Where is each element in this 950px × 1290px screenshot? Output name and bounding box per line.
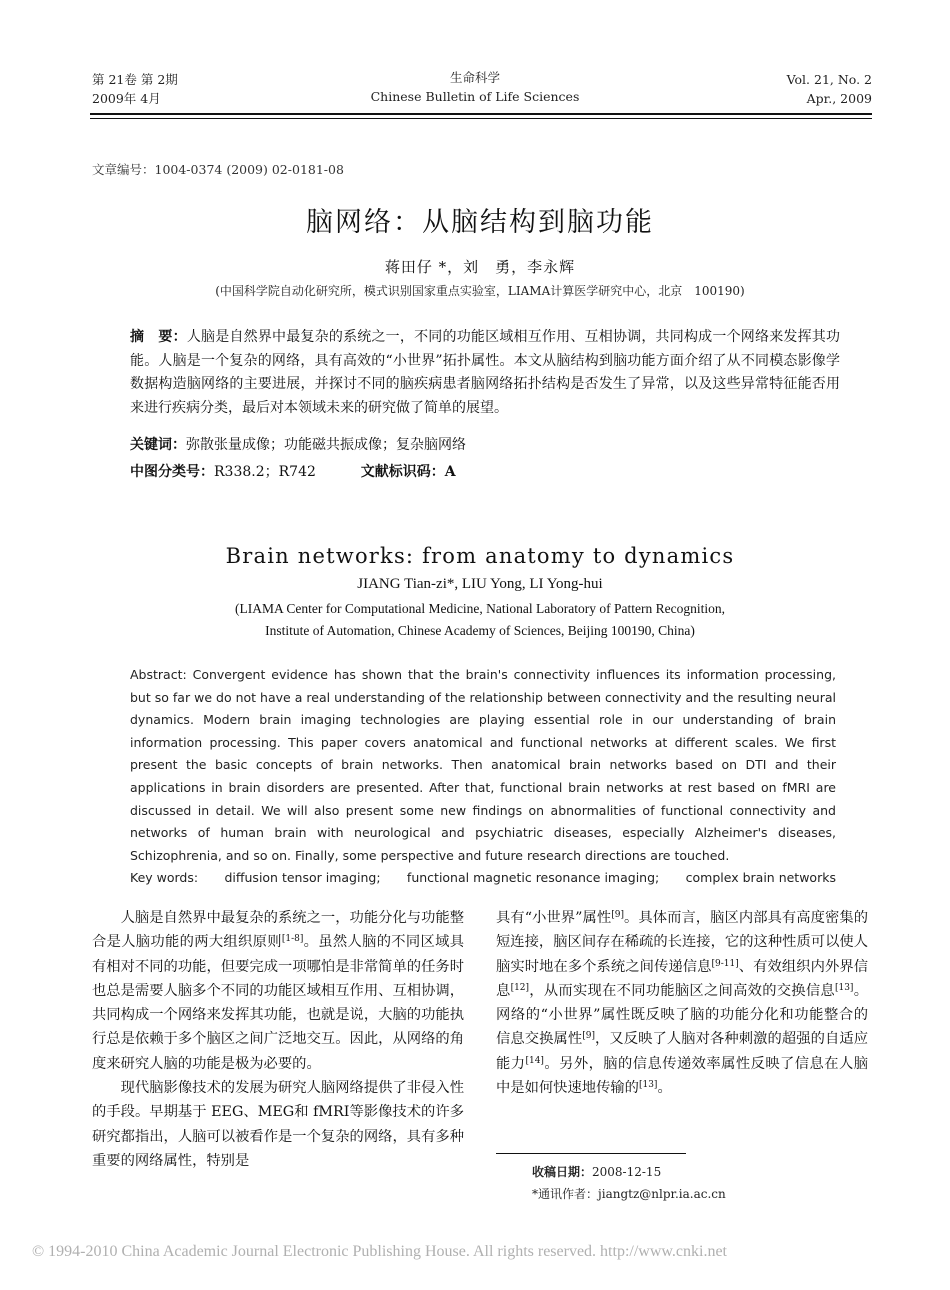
citation: [9] (611, 910, 624, 920)
authors-en: JIANG Tian-zi*, LIU Yong, LI Yong-hui (357, 576, 603, 592)
article-id: 文章编号：1004-0374 (2009) 02-0181-08 (92, 162, 344, 177)
citation: [13] (834, 982, 854, 993)
body-text: 人脑是自然界中最复杂的系统之一，功能分化与功能整合是人脑功能的两大组织原则 (92, 910, 464, 951)
body-text: 。 (657, 1080, 672, 1097)
journal-name-cn: 生命科学 (449, 70, 500, 85)
classification-line (130, 461, 456, 481)
affiliation-en-line: Institute of Automation, Chinese Academy of Sciences, Beijing 100190, China) (265, 623, 695, 638)
corresponding-author-line (532, 1183, 726, 1205)
copyright-notice: © 1994-2010 China Academic Journal Electronic Publishing House. All rights reserved. http://www.cnki.net (32, 1243, 727, 1260)
classification-label: 中图分类号： (130, 464, 214, 480)
author-email: jiangtz@nlpr.ia.ac.cn (598, 1187, 726, 1201)
body-text: 。具体而言，脑区内部具有高度密集的短连接，脑区间存在稀疏的长连接，它的这种性质可以使人脑实时地在多个系统之间传递信息 (496, 910, 868, 975)
volume-cn: 第 21卷 第 2期 (92, 72, 178, 87)
citation: [14] (525, 1055, 544, 1066)
body-text: 。网络的“小世界”属性既反映了脑的功能分化和功能整合的信息交换属性 (496, 982, 869, 1048)
citation: [13] (638, 1080, 658, 1091)
body-text: 。虽然人脑的不同区域具有相对不同的功能，但要完成一项哪怕是非常简单的任务时也总是需要人脑多个不同的功能区域相互作用、互相协调，共同构成一个网络来发挥其功能，也就是说，大脑的功能执行总是依赖于多个脑区之间广泛地交互。因此，从网络的角度来研究人脑的功能是极为必要的。 (92, 934, 465, 1072)
abstract-en-text: Convergent evidence has shown that the brain's connectivity influences its information processing, but so far we do not have a real understanding of the relationship between connectivity and the resulting neural dynamics. Modern brain imaging technologies are playing essential role in our understanding of brain information processing. This paper covers anatomical and functional networks at different scales. We first present the basic concepts of brain networks. Then anatomical brain networks based on DTI and their applications in brain disorders are presented. After that, functional brain networks at rest based on fMRI are discussed in detail. We will also present some new findings on abnormalities of functional connectivity and networks of human brain with neurological and psychiatric diseases, especially Alzheimer's diseases, Schizophrenia, and so on. Finally, some perspective and future research directions are touched. (130, 667, 836, 863)
keywords-en (130, 870, 836, 885)
corresponding-label: *通讯作者： (532, 1187, 599, 1201)
keyword-item: complex brain networks (685, 870, 836, 885)
body-text: 具有“小世界”属性 (496, 910, 612, 926)
abstract-cn (130, 326, 840, 420)
keyword-item: functional magnetic resonance imaging; (406, 870, 660, 885)
received-label: 收稿日期： (532, 1165, 593, 1179)
journal-header-left (92, 70, 178, 108)
footnote-rule (496, 1153, 686, 1154)
abstract-cn-text: 人脑是自然界中最复杂的系统之一，不同的功能区域相互作用、互相协调，共同构成一个网络来发挥其功能。人脑是一个复杂的网络，具有高效的“小世界”拓扑属性。本文从脑结构到脑功能方面介绍了从不同模态影像学数据构造脑网络的主要进展，并探讨不同的脑疾病患者脑网络拓扑结构是否发生了异常，以及这些异常特征能否用来进行疾病分类，最后对本领域未来的研究做了简单的展望。 (130, 329, 841, 416)
header-rule-thin (90, 118, 872, 119)
abstract-en (130, 664, 836, 867)
journal-name-en: Chinese Bulletin of Life Sciences (370, 89, 580, 104)
received-date: 2008-12-15 (592, 1165, 662, 1179)
authors-cn: 蒋田仔 *，刘 勇，李永辉 (384, 258, 576, 276)
body-text: ，从而实现在不同功能脑区之间高效的交换信息 (529, 982, 835, 999)
footnote (532, 1161, 726, 1205)
abstract-en-label: Abstract: (130, 667, 187, 682)
body-paragraph: 现代脑影像技术的发展为研究人脑网络提供了非侵入性的手段。早期基于 EEG、MEG和 fMRI等影像技术的许多研究都指出，人脑可以被看作是一个复杂的网络，具有多种重要的网络属性，特别是 (92, 1080, 464, 1169)
affiliation-cn: (中国科学院自动化研究所，模式识别国家重点实验室，LIAMA计算医学研究中心，北京 100190) (215, 284, 745, 298)
affiliation-en (0, 598, 950, 642)
citation: [9] (582, 1031, 595, 1042)
keywords-cn-label: 关键词： (130, 437, 186, 453)
affiliation-en-line: (LIAMA Center for Computational Medicine, National Laboratory of Pattern Recognition, (234, 601, 725, 616)
received-date-line (532, 1161, 726, 1183)
date-cn: 2009年 4月 (92, 91, 161, 106)
paper-title-cn: 脑网络：从脑结构到脑功能 (306, 207, 654, 238)
classification-value: R338.2；R742 (214, 464, 316, 480)
keywords-cn (130, 434, 466, 454)
keywords-cn-text: 弥散张量成像；功能磁共振成像；复杂脑网络 (186, 437, 466, 453)
body-text: 。另外，脑的信息传递效率属性反映了信息在人脑中是如何快速地传输的 (496, 1055, 869, 1097)
citation: [9-11] (711, 958, 739, 969)
paper-title-en: Brain networks: from anatomy to dynamics (225, 544, 735, 568)
citation: [1-8] (281, 934, 304, 945)
date-en: Apr., 2009 (806, 91, 872, 106)
doc-code-label: 文献标识码： (360, 464, 445, 480)
doc-code-value: A (444, 464, 456, 480)
journal-header-center (300, 68, 650, 106)
volume-en: Vol. 21, No. 2 (786, 72, 872, 87)
keyword-item: diffusion tensor imaging; (224, 870, 381, 885)
journal-header-right (787, 70, 872, 108)
body-paragraph (92, 906, 464, 1076)
body-text: ，又反映了人脑对各种刺激的超强的自适应能力 (496, 1031, 869, 1072)
citation: [12] (510, 982, 530, 993)
header-rule-thick (90, 113, 872, 115)
abstract-cn-label: 摘 要： (130, 329, 187, 345)
body-text: 、有效组织内外界信息 (496, 958, 868, 999)
body-paragraph (496, 906, 868, 1100)
keywords-en-label: Key words: (130, 870, 199, 885)
body-column-left (92, 906, 464, 1173)
body-column-right (496, 906, 868, 1100)
